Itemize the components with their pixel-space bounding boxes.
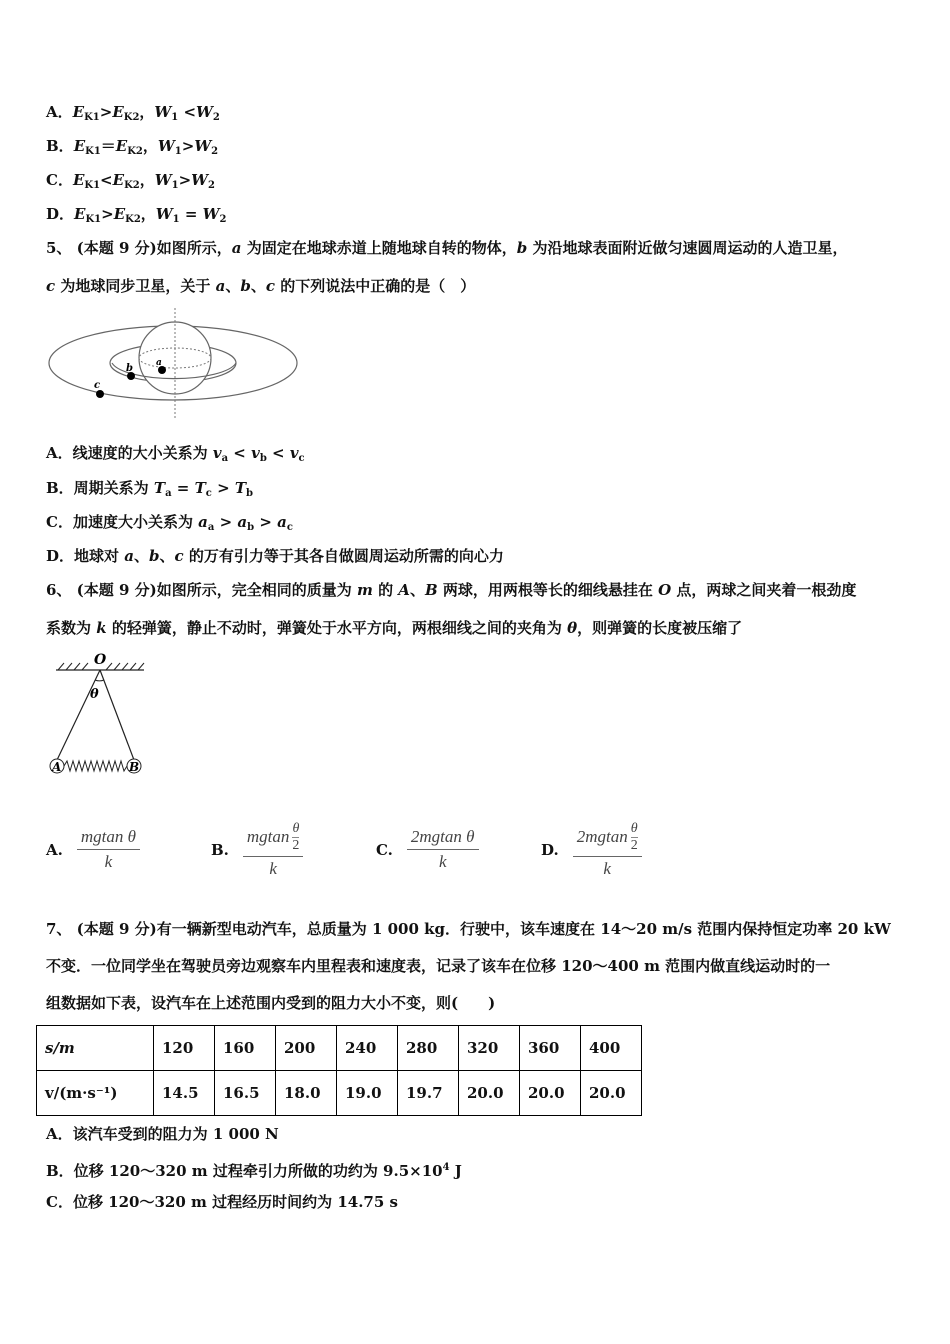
text-segment: 4: [442, 1162, 450, 1173]
text-segment: 为固定在地球赤道上随地球自转的物体，: [241, 239, 517, 257]
table-cell: 160: [215, 1026, 276, 1071]
text-line: [46, 102, 220, 128]
text-segment: <: [228, 444, 252, 462]
table-cell: 18.0: [276, 1071, 337, 1116]
text-segment: B: [424, 581, 438, 599]
table-cell: 280: [398, 1026, 459, 1071]
table-cell: 320: [459, 1026, 520, 1071]
text-segment: E: [72, 103, 85, 121]
text-segment: 7、 (本题 9 分)有一辆新型电动汽车，总质量为 1 000 kg．行驶中，该车速度在 14～20 m/s 范围内保持恒定功率 20 kW: [46, 920, 891, 938]
text-segment: ＝: [100, 137, 116, 155]
text-segment: 的轻弹簧，静止不动时，弹簧处于水平方向，两根细线之间的夹角为: [106, 619, 568, 637]
text-line: [46, 204, 226, 230]
text-segment: 系数为: [46, 619, 97, 637]
table-cell: 19.7: [398, 1071, 459, 1116]
text-segment: b: [240, 277, 251, 295]
text-segment: <: [100, 171, 113, 189]
text-segment: ，: [142, 137, 158, 155]
text-segment: 1: [174, 146, 182, 157]
text-segment: b: [246, 488, 254, 499]
orbit-diagram: [46, 308, 301, 420]
text-line: [46, 618, 742, 638]
text-segment: W: [157, 137, 175, 155]
table-cell: 120: [154, 1026, 215, 1071]
text-line: [46, 956, 830, 976]
text-segment: k: [96, 619, 107, 637]
label-theta: θ: [90, 687, 99, 702]
text-segment: E: [73, 137, 86, 155]
text-segment: B．: [46, 137, 74, 155]
text-segment: D．地球对: [46, 547, 125, 565]
row-header: s/m: [37, 1026, 154, 1071]
text-segment: 组数据如下表，设汽车在上述范围内受到的阻力大小不变，则( ): [46, 994, 496, 1012]
text-segment: 为沿地球表面附近做匀速圆周运动的人造卫星，: [527, 239, 848, 257]
table-cell: 200: [276, 1026, 337, 1071]
text-segment: 6、 (本题 9 分)如图所示，完全相同的质量为: [46, 581, 357, 599]
formula: $\frac{\text{2mgtan θ}}{k}$: [407, 827, 479, 872]
text-segment: <: [178, 103, 197, 121]
text-segment: 的下列说法中正确的是（ ）: [275, 277, 476, 295]
text-segment: E: [112, 171, 125, 189]
text-segment: c: [298, 453, 305, 464]
text-line: [46, 546, 504, 566]
text-segment: 、: [225, 277, 241, 295]
formula: $\frac{\text{mgtan θ}}{k}$: [77, 827, 140, 872]
text-segment: E: [112, 103, 124, 121]
table-cell: 360: [520, 1026, 581, 1071]
text-segment: >: [178, 171, 192, 189]
text-segment: ，: [140, 205, 156, 223]
text-segment: 的: [372, 581, 399, 599]
text-segment: θ: [567, 619, 578, 637]
option-a[interactable]: A. $\frac{\text{mgtan θ}}{k}$: [46, 812, 140, 887]
text-segment: T: [153, 479, 166, 497]
text-segment: K2: [123, 112, 140, 123]
option-c[interactable]: C. $\frac{\text{2mgtan θ}}{k}$: [376, 812, 479, 887]
text-segment: A．该汽车受到的阻力为 1 000 N: [46, 1125, 279, 1143]
label-o: O: [94, 652, 107, 668]
text-segment: K1: [84, 180, 101, 191]
text-segment: 、: [159, 547, 175, 565]
text-segment: 2: [211, 146, 219, 157]
text-segment: C．: [46, 171, 73, 189]
text-segment: 点，两球之间夹着一根劲度: [671, 581, 857, 599]
table-cell: 20.0: [520, 1071, 581, 1116]
option-d[interactable]: D. 2mgtan $\frac{\theta}{2}$ k: [541, 812, 642, 887]
text-segment: B．位移 120～320 m 过程牵引力所做的功约为 9.5×10: [46, 1162, 443, 1180]
text-line: [46, 276, 475, 296]
row-header: v/(m·s⁻¹): [37, 1071, 154, 1116]
text-segment: 5、 (本题 9 分)如图所示，: [46, 239, 232, 257]
text-segment: W: [202, 205, 220, 223]
text-segment: >: [99, 103, 113, 121]
text-line: [46, 993, 495, 1013]
text-segment: K1: [85, 146, 101, 157]
text-segment: K2: [125, 214, 141, 225]
text-segment: 1: [171, 112, 179, 123]
text-segment: W: [154, 103, 172, 121]
text-segment: >: [101, 205, 114, 223]
text-segment: a: [277, 513, 287, 531]
text-segment: W: [191, 171, 208, 189]
label-b: B: [129, 760, 140, 774]
text-segment: E: [113, 205, 126, 223]
text-segment: 2: [219, 214, 227, 225]
text-segment: 的万有引力等于其各自做圆周运动所需的向心力: [183, 547, 504, 565]
text-segment: T: [194, 479, 206, 497]
text-segment: W: [196, 103, 213, 121]
text-segment: =: [179, 205, 203, 223]
text-segment: >: [214, 513, 238, 531]
point-c: [96, 390, 104, 398]
text-segment: A．: [46, 103, 73, 121]
text-segment: 1: [171, 180, 179, 191]
text-segment: b: [148, 547, 160, 565]
table-cell: 400: [581, 1026, 642, 1071]
text-segment: b: [247, 522, 255, 533]
text-line: [46, 478, 253, 504]
text-segment: v: [289, 444, 299, 462]
text-segment: 1: [172, 214, 180, 225]
text-segment: a: [231, 239, 242, 257]
text-segment: 、: [250, 277, 266, 295]
text-segment: b: [516, 239, 528, 257]
text-line: [46, 170, 215, 196]
table-cell: 20.0: [581, 1071, 642, 1116]
text-segment: 两球，用两根等长的细线悬挂在: [437, 581, 659, 599]
text-segment: W: [154, 171, 172, 189]
text-segment: c: [46, 277, 56, 295]
table-cell: 14.5: [154, 1071, 215, 1116]
text-segment: C．加速度大小关系为: [46, 513, 199, 531]
text-line: [46, 1192, 398, 1212]
text-segment: A．线速度的大小关系为: [46, 444, 213, 462]
text-line: [46, 512, 293, 538]
text-segment: >: [181, 137, 195, 155]
text-segment: c: [265, 277, 275, 295]
label-b: b: [126, 363, 133, 374]
table-cell: 19.0: [337, 1071, 398, 1116]
data-table: [36, 1025, 642, 1116]
label-c: c: [94, 380, 101, 391]
text-segment: a: [207, 522, 215, 533]
option-b[interactable]: B. mgtan $\frac{\theta}{2}$ k: [211, 812, 303, 887]
text-line: [46, 580, 856, 600]
text-segment: K1: [84, 112, 100, 123]
text-segment: K1: [85, 214, 102, 225]
text-segment: W: [155, 205, 173, 223]
text-segment: a: [237, 513, 248, 531]
pendulum-spring-diagram: [44, 650, 154, 780]
text-segment: a: [198, 513, 208, 531]
text-segment: 不变．一位同学坐在驾驶员旁边观察车内里程表和速度表，记录了该车在位移 120～400 m 范围内做直线运动时的一: [46, 957, 831, 975]
text-segment: 、: [409, 581, 425, 599]
text-segment: E: [115, 137, 128, 155]
text-segment: 2: [212, 112, 220, 123]
text-segment: v: [212, 444, 222, 462]
text-segment: a: [221, 453, 229, 464]
table-cell: 16.5: [215, 1071, 276, 1116]
text-segment: m: [356, 581, 373, 599]
table-row: [37, 1026, 642, 1071]
text-segment: E: [72, 171, 85, 189]
label-a: A: [52, 760, 62, 774]
text-segment: ，则弹簧的长度被压缩了: [577, 619, 743, 637]
text-segment: C．位移 120～320 m 过程经历时间约为 14.75 s: [46, 1193, 398, 1211]
text-segment: b: [259, 453, 267, 464]
q6-options: [46, 812, 686, 887]
text-segment: 2: [208, 180, 215, 191]
text-segment: c: [174, 547, 184, 565]
text-segment: K2: [124, 180, 140, 191]
text-segment: c: [205, 488, 212, 499]
table-cell: 20.0: [459, 1071, 520, 1116]
text-segment: <: [266, 444, 290, 462]
text-segment: >: [211, 479, 235, 497]
text-segment: =: [171, 479, 195, 497]
text-segment: 、: [133, 547, 149, 565]
text-segment: c: [286, 522, 293, 533]
formula: 2mgtan $\frac{\theta}{2}$ k: [573, 821, 642, 879]
text-line: [46, 919, 891, 939]
text-line: [46, 1124, 279, 1144]
text-segment: a: [165, 488, 172, 499]
text-segment: >: [254, 513, 278, 531]
text-line: [46, 136, 218, 162]
text-segment: E: [74, 205, 86, 223]
text-segment: B．周期关系为: [46, 479, 154, 497]
text-segment: a: [124, 547, 134, 565]
text-segment: O: [658, 581, 672, 599]
text-line: [46, 238, 847, 258]
text-line: [46, 443, 305, 469]
text-segment: v: [251, 444, 260, 462]
text-segment: K2: [127, 146, 143, 157]
formula: mgtan $\frac{\theta}{2}$ k: [243, 821, 304, 879]
table-cell: 240: [337, 1026, 398, 1071]
text-line: [46, 1158, 462, 1181]
text-segment: D．: [46, 205, 75, 223]
label-a: a: [156, 358, 162, 368]
text-segment: ，: [139, 103, 155, 121]
text-segment: T: [234, 479, 247, 497]
text-segment: ，: [139, 171, 155, 189]
table-row: [37, 1071, 642, 1116]
text-segment: a: [215, 277, 226, 295]
text-segment: 为地球同步卫星，关于: [55, 277, 216, 295]
text-segment: A: [398, 581, 410, 599]
text-segment: W: [194, 137, 212, 155]
text-segment: J: [449, 1162, 462, 1180]
